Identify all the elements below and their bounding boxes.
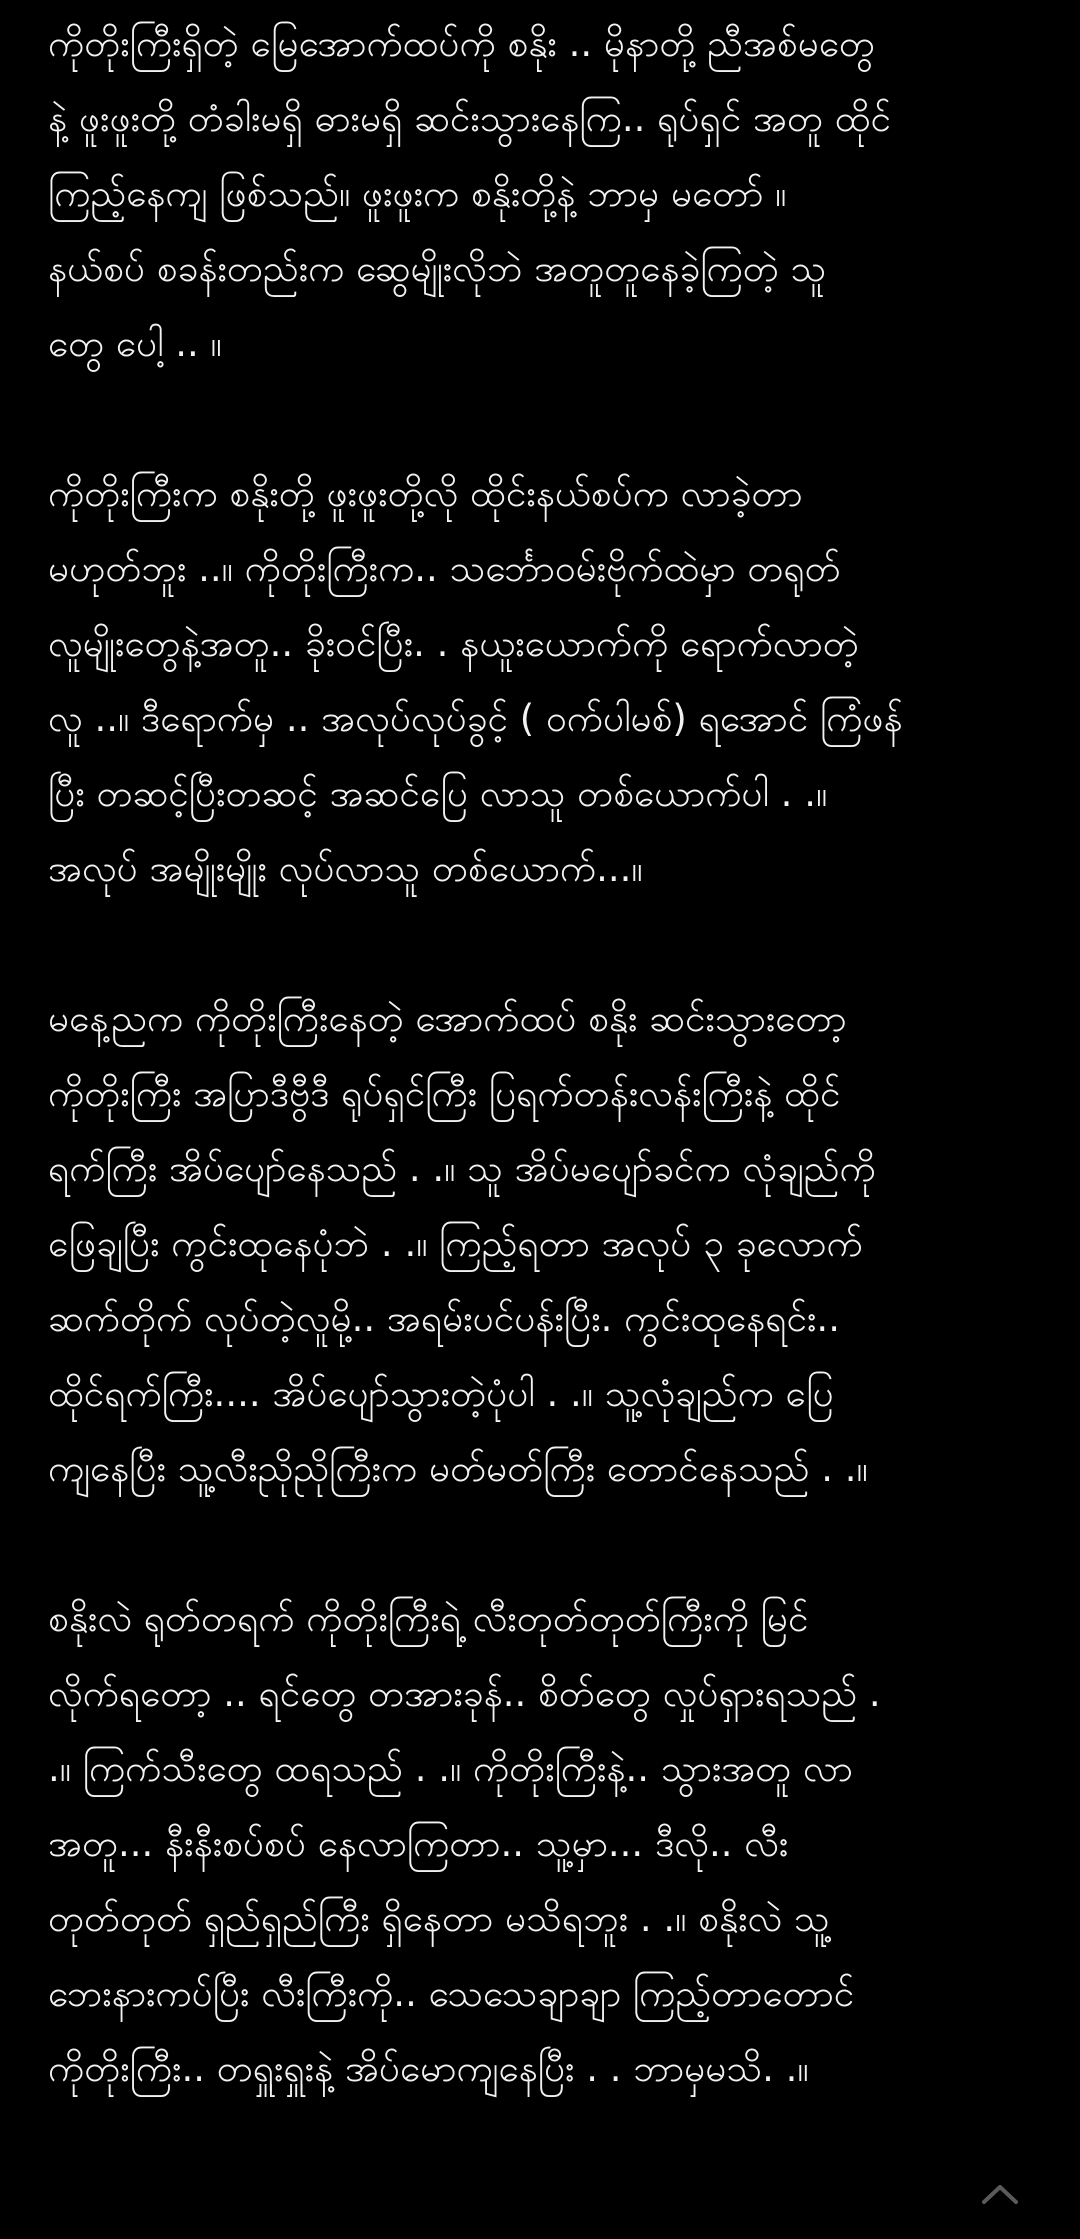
paragraph-line: ကိုတိုးကြီး.. တရှူးရှူးနဲ့ အိပ်မောကျနေပြီး . . ဘာမှမသိ. .။ [48, 2047, 809, 2090]
paragraph-1 [48, 6, 1038, 381]
paragraph-line: ဆက်တိုက် လုပ်တဲ့လူမို့.. အရမ်းပင်ပန်းပြီး. ကွင်းထုနေရင်း.. [48, 1297, 840, 1340]
paragraph-3 [48, 981, 1038, 1506]
paragraph-line: အတူ... နီးနီးစပ်စပ် နေလာကြတာ.. သူ့မှာ... ဒီလို.. လီး [48, 1822, 789, 1865]
paragraph-line: .။ ကြက်သီးတွေ ထရသည် . .။ ကိုတိုးကြီးနဲ့.. သွားအတူ လာ [48, 1747, 853, 1790]
paragraph-line: စနိုးလဲ ရုတ်တရက် ကိုတိုးကြီးရဲ့ လီးတုတ်တုတ်ကြီးကို မြင် [48, 1597, 809, 1640]
paragraph-line: မဟုတ်ဘူး ..။ ကိုတိုးကြီးက.. သင်္ဘောဝမ်းဗိုက်ထဲမှာ တရုတ် [48, 547, 841, 590]
paragraph-line: ကိုတိုးကြီးက စနိုးတို့ ဖူးဖူးတို့လို ထိုင်းနယ်စပ်က လာခဲ့တာ [48, 472, 803, 515]
paragraph-line: ပြီး တဆင့်ပြီးတဆင့် အဆင်ပြေ လာသူ တစ်ယောက်ပါ . .။ [48, 772, 828, 815]
paragraph-line: ကြည့်နေကျ ဖြစ်သည်။ ဖူးဖူးက စနိုးတို့နဲ့ ဘာမှ မတော် ။ [48, 172, 787, 215]
paragraph-line: နယ်စပ် စခန်းတည်းက ဆွေမျိုးလိုဘဲ အတူတူနေခဲ့ကြတဲ့ သူ [48, 247, 827, 290]
paragraph-line: ဘေးနားကပ်ပြီး လီးကြီးကို.. သေသေချာချာ ကြည့်တာတောင် [48, 1972, 855, 2015]
reader-content [48, 6, 1038, 2106]
paragraph-line: လူ ..။ ဒီရောက်မှ .. အလုပ်လုပ်ခွင့် ( ဝက်ပါမစ်) ရအောင် ကြံဖန် [48, 697, 903, 740]
paragraph-line: ကိုတိုးကြီးရှိတဲ့ မြေအောက်ထပ်ကို စနိုး .. မိုနာတို့ ညီအစ်မတွေ [48, 22, 875, 65]
paragraph-line: ရက်ကြီး အိပ်ပျော်နေသည် . .။ သူ အိပ်မပျော်ခင်က လုံချည်ကို [48, 1147, 876, 1190]
paragraph-line: ကိုတိုးကြီး အပြာဒီဗွီဒီ ရုပ်ရှင်ကြီး ပြရက်တန်းလန်းကြီးနဲ့ ထိုင် [48, 1072, 841, 1115]
paragraph-line: တုတ်တုတ် ရှည်ရှည်ကြီး ရှိနေတာ မသိရဘူး . .။ စနိုးလဲ သူ့ [48, 1897, 830, 1940]
paragraph-line: တွေ ပေါ့ .. ။ [48, 322, 222, 365]
paragraph-line: လူမျိုးတွေနဲ့အတူ.. ခိုးဝင်ပြီး. . နယူးယောက်ကို ရောက်လာတဲ့ [48, 622, 859, 665]
paragraph-line: အလုပ် အမျိုးမျိုး လုပ်လာသူ တစ်ယောက်...။ [48, 847, 643, 890]
scroll-to-top-button[interactable] [972, 2172, 1028, 2216]
paragraph-line: နဲ့ ဖူးဖူးတို့ တံခါးမရှိ ဓားမရှိ ဆင်းသွားနေကြ.. ရုပ်ရှင် အတူ ထိုင် [48, 97, 892, 140]
paragraph-line: လိုက်ရတော့ .. ရင်တွေ တအားခုန်.. စိတ်တွေ လှုပ်ရှားရသည် . [48, 1672, 881, 1715]
paragraph-2 [48, 456, 1038, 906]
paragraph-line: မနေ့ညက ကိုတိုးကြီးနေတဲ့ အောက်ထပ် စနိုး ဆင်းသွားတော့ [48, 997, 847, 1040]
paragraph-line: ဖြေချပြီး ကွင်းထုနေပုံဘဲ . .။ ကြည့်ရတာ အလုပ် ၃ ခုလောက် [48, 1222, 863, 1265]
paragraph-line: ထိုင်ရက်ကြီး.... အိပ်ပျော်သွားတဲ့ပုံပါ . .။ သူ့လုံချည်က ပြေ [48, 1372, 834, 1415]
chevron-up-icon [980, 2182, 1020, 2206]
paragraph-line: ကျနေပြီး သူ့လီးညိုညိုကြီးက မတ်မတ်ကြီး တောင်နေသည် . .။ [48, 1447, 868, 1490]
paragraph-4 [48, 1581, 1038, 2106]
